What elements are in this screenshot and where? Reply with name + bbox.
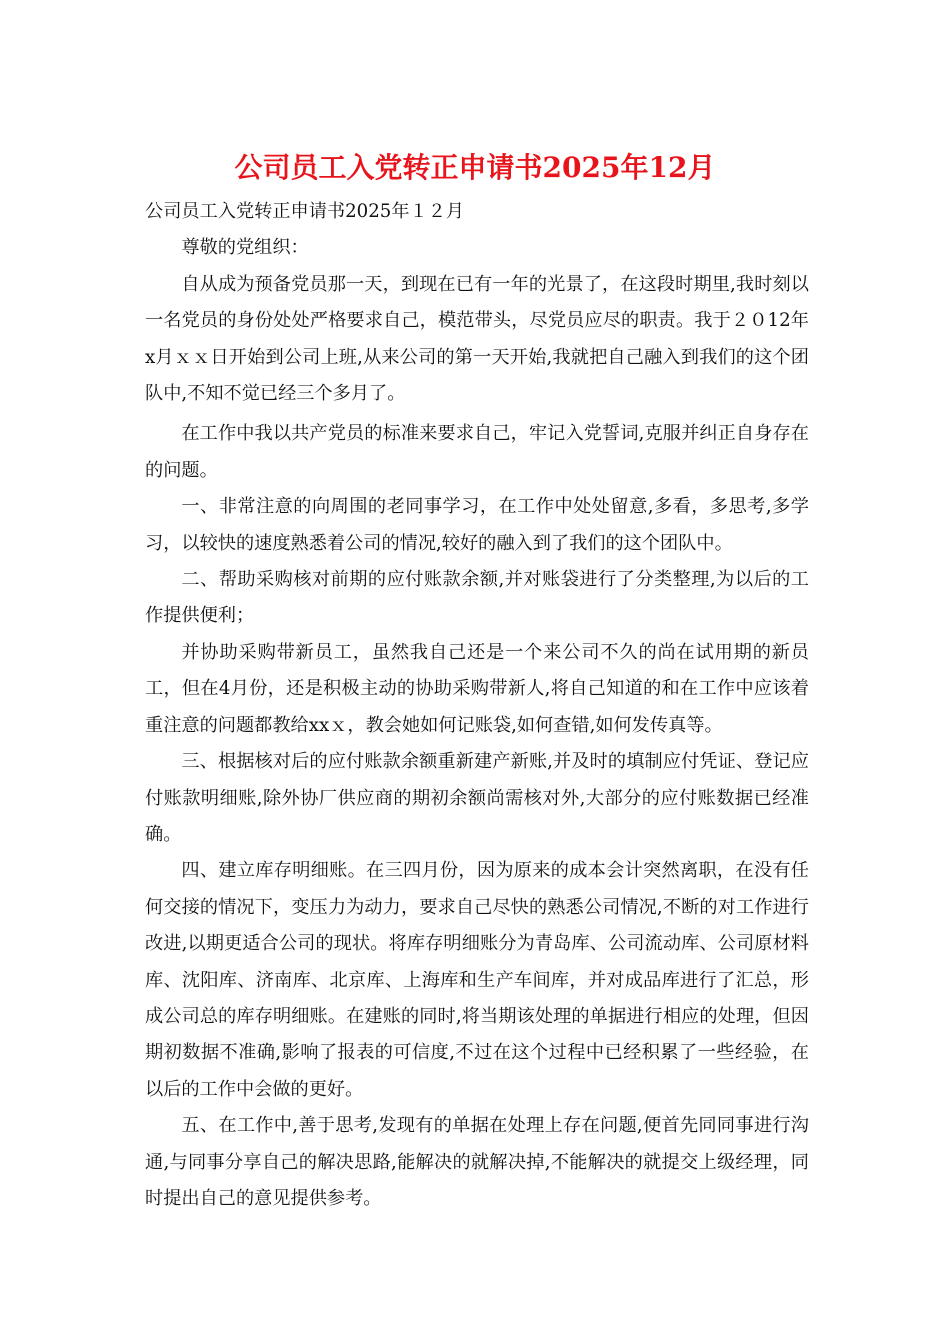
salutation: 尊敬的党组织： (181, 237, 309, 259)
document-title: 公司员工入党转正申请书2025年12月 (234, 151, 716, 184)
paragraph: 在工作中我以共产党员的标准来要求自己，牢记入党誓词,克服并纠正自身存在的问题。 (145, 423, 809, 481)
paragraph: 五、在工作中,善于思考,发现有的单据在处理上存在问题,便首先同同事进行沟通,与同事分享自己的解决思路,能解决的就解决掉,不能解决的就提交上级经理，同时提出自己的意见提供参考。 (145, 1115, 809, 1209)
paragraph: 一、非常注意的向周围的老同事学习，在工作中处处留意,多看，多思考,多学习，以较快的速度熟悉着公司的情况,较好的融入到了我们的这个团队中。 (145, 496, 809, 554)
paragraph: 三、根据核对后的应付账款余额重新建产新账,并及时的填制应付凭证、登记应付账款明细账,除外协厂供应商的期初余额尚需核对外,大部分的应付账数据已经准确。 (145, 751, 809, 845)
paragraph: 并协助采购带新员工，虽然我自己还是一个来公司不久的尚在试用期的新员工，但在4月份，还是积极主动的协助采购带新人,将自己知道的和在工作中应该着重注意的问题都教给xxｘ，教会她如何记账袋,如何查错,如何发传真等。 (145, 641, 809, 736)
document-subtitle: 公司员工入党转正申请书2025年１２月 (145, 201, 465, 222)
document-body (145, 194, 809, 1217)
paragraph: 自从成为预备党员那一天，到现在已有一年的光景了，在这段时期里,我时刻以一名党员的身份处处严格要求自己，模范带头，尽党员应尽的职责。我于２０12年x月ｘｘ日开始到公司上班,从来公司的第一天开始,我就把自己融入到我们的这个团队中,不知不觉已经三个多月了。 (145, 273, 809, 405)
paragraph: 二、帮助采购核对前期的应付账款余额,并对账袋进行了分类整理,为以后的工作提供便利； (145, 569, 809, 627)
paragraph: 四、建立库存明细账。在三四月份，因为原来的成本会计突然离职，在没有任何交接的情况下，变压力为动力，要求自己尽快的熟悉公司情况,不断的对工作进行改进,以期更适合公司的现状。将库存明细账分为青岛库、公司流动库、公司原材料库、沈阳库、济南库、北京库、上海库和生产车间库，并对成品库进行了汇总，形成公司总的库存明细账。在建账的同时,将当期该处理的单据进行相应的处理，但因期初数据不准确,影响了报表的可信度,不过在这个过程中已经积累了一些经验，在以后的工作中会做的更好。 (145, 860, 809, 1100)
